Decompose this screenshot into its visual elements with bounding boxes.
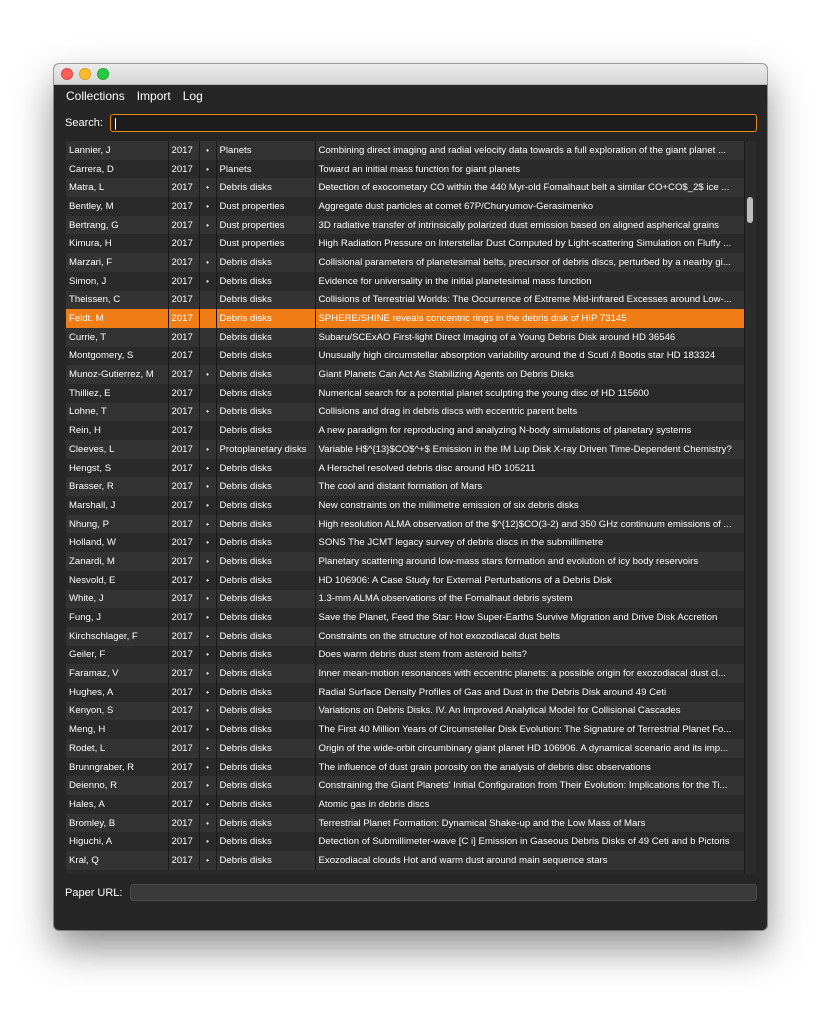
title-cell: Variations on Debris Disks. IV. An Improved Analytical Model for Collisional Cascades xyxy=(315,702,745,721)
vertical-scrollbar[interactable] xyxy=(744,141,756,874)
title-cell: Toward an initial mass function for giant planets xyxy=(315,160,745,179)
category-cell: Debris disks xyxy=(216,328,315,347)
author-cell: Kirchschlager, F xyxy=(66,627,168,646)
year-cell: 2017 xyxy=(168,851,199,870)
title-cell: Planetary scattering around low-mass stars formation and evolution of icy body reservoirs xyxy=(315,552,745,571)
table-row[interactable] xyxy=(66,646,745,665)
year-cell: 2017 xyxy=(168,552,199,571)
status-dot: • xyxy=(199,216,216,235)
status-dot: • xyxy=(199,720,216,739)
status-dot: • xyxy=(199,178,216,197)
table-row[interactable] xyxy=(66,347,745,366)
table-row[interactable] xyxy=(66,702,745,721)
category-cell: Debris disks xyxy=(216,365,315,384)
table-row[interactable] xyxy=(66,459,745,478)
title-cell: Detection of Submillimeter-wave [C i] Emission in Gaseous Debris Disks of 49 Ceti and b Pictoris xyxy=(315,832,745,851)
status-dot: • xyxy=(199,552,216,571)
table-row[interactable] xyxy=(66,758,745,777)
title-cell: Save the Planet, Feed the Star: How Super-Earths Survive Migration and Drive Disk Accretion xyxy=(315,608,745,627)
search-label: Search: xyxy=(65,117,103,129)
title-cell: Terrestrial Planet Formation: Dynamical Shake-up and the Low Mass of Mars xyxy=(315,814,745,833)
category-cell: Debris disks xyxy=(216,272,315,291)
year-cell: 2017 xyxy=(168,776,199,795)
author-cell: Nhung, P xyxy=(66,515,168,534)
year-cell: 2017 xyxy=(168,421,199,440)
author-cell: Nesvold, E xyxy=(66,571,168,590)
year-cell: 2017 xyxy=(168,197,199,216)
table-row[interactable] xyxy=(66,851,745,870)
papers-table xyxy=(66,141,756,874)
category-cell: Debris disks xyxy=(216,403,315,422)
table-row[interactable] xyxy=(66,365,745,384)
table-row[interactable] xyxy=(66,664,745,683)
title-cell: The cool and distant formation of Mars xyxy=(315,477,745,496)
year-cell: 2017 xyxy=(168,664,199,683)
title-cell: Collisions of Terrestrial Worlds: The Occurrence of Extreme Mid-infrared Excesses around Low-... xyxy=(315,291,745,310)
zoom-button[interactable] xyxy=(97,68,109,80)
status-dot: • xyxy=(199,814,216,833)
year-cell: 2017 xyxy=(168,328,199,347)
author-cell: Geiler, F xyxy=(66,646,168,665)
author-cell: Kenyon, S xyxy=(66,702,168,721)
title-cell: Atomic gas in debris discs xyxy=(315,795,745,814)
category-cell: Debris disks xyxy=(216,683,315,702)
status-dot xyxy=(199,291,216,310)
table-row[interactable] xyxy=(66,216,745,235)
author-cell: Rodet, L xyxy=(66,739,168,758)
minimize-button[interactable] xyxy=(79,68,91,80)
table-row[interactable] xyxy=(66,291,745,310)
year-cell: 2017 xyxy=(168,347,199,366)
table-row[interactable] xyxy=(66,160,745,179)
table-row[interactable] xyxy=(66,571,745,590)
year-cell: 2017 xyxy=(168,384,199,403)
year-cell: 2017 xyxy=(168,272,199,291)
author-cell: Zanardi, M xyxy=(66,552,168,571)
year-cell: 2017 xyxy=(168,795,199,814)
author-cell: Higuchi, A xyxy=(66,832,168,851)
year-cell: 2017 xyxy=(168,739,199,758)
author-cell: Lannier, J xyxy=(66,141,168,160)
status-dot: • xyxy=(199,776,216,795)
title-cell: Numerical search for a potential planet sculpting the young disc of HD 115600 xyxy=(315,384,745,403)
status-dot: • xyxy=(199,851,216,870)
status-dot: • xyxy=(199,590,216,609)
title-cell: Constraining the Giant Planets' Initial Configuration from Their Evolution: Implications for the Ti... xyxy=(315,776,745,795)
status-dot: • xyxy=(199,702,216,721)
menu-log[interactable]: Log xyxy=(182,89,203,103)
table-row[interactable] xyxy=(66,515,745,534)
title-cell: The influence of dust grain porosity on the analysis of debris disc observations xyxy=(315,758,745,777)
search-input[interactable] xyxy=(110,114,757,132)
title-cell: The First 40 Million Years of Circumstellar Disk Evolution: The Signature of Terrestrial Planet Fo... xyxy=(315,720,745,739)
year-cell: 2017 xyxy=(168,702,199,721)
status-dot: • xyxy=(199,365,216,384)
table-row[interactable] xyxy=(66,832,745,851)
year-cell: 2017 xyxy=(168,234,199,253)
title-cell: Unusually high circumstellar absorption variability around the d Scuti /l Bootis star HD 183324 xyxy=(315,347,745,366)
author-cell: Hughes, A xyxy=(66,683,168,702)
category-cell: Debris disks xyxy=(216,571,315,590)
category-cell: Debris disks xyxy=(216,533,315,552)
category-cell: Debris disks xyxy=(216,178,315,197)
year-cell: 2017 xyxy=(168,683,199,702)
status-dot xyxy=(199,384,216,403)
year-cell: 2017 xyxy=(168,459,199,478)
year-cell: 2017 xyxy=(168,832,199,851)
category-cell: Debris disks xyxy=(216,347,315,366)
author-cell: Marzari, F xyxy=(66,253,168,272)
status-dot: • xyxy=(199,739,216,758)
category-cell: Dust properties xyxy=(216,234,315,253)
author-cell: Montgomery, S xyxy=(66,347,168,366)
category-cell: Debris disks xyxy=(216,720,315,739)
table-row[interactable] xyxy=(66,272,745,291)
category-cell: Debris disks xyxy=(216,590,315,609)
category-cell: Debris disks xyxy=(216,776,315,795)
table-row[interactable] xyxy=(66,590,745,609)
status-dot: • xyxy=(199,160,216,179)
table-row[interactable] xyxy=(66,477,745,496)
category-cell: Debris disks xyxy=(216,515,315,534)
status-dot: • xyxy=(199,141,216,160)
status-dot: • xyxy=(199,440,216,459)
title-cell: Combining direct imaging and radial velocity data towards a full exploration of the giant planet ... xyxy=(315,141,745,160)
author-cell: Kimura, H xyxy=(66,234,168,253)
title-cell: New constraints on the millimetre emission of six debris disks xyxy=(315,496,745,515)
title-cell: Subaru/SCExAO First-light Direct Imaging of a Young Debris Disk around HD 36546 xyxy=(315,328,745,347)
year-cell: 2017 xyxy=(168,608,199,627)
category-cell: Debris disks xyxy=(216,477,315,496)
author-cell: Bertrang, G xyxy=(66,216,168,235)
author-cell: Bromley, B xyxy=(66,814,168,833)
paper-url-input[interactable] xyxy=(130,884,757,901)
title-bar[interactable] xyxy=(54,64,767,85)
year-cell: 2017 xyxy=(168,291,199,310)
category-cell: Debris disks xyxy=(216,664,315,683)
category-cell: Debris disks xyxy=(216,421,315,440)
year-cell: 2017 xyxy=(168,178,199,197)
title-cell: Inner mean-motion resonances with eccentric planets: a possible origin for exozodiacal dust cl... xyxy=(315,664,745,683)
title-cell: Evidence for universality in the initial planetesimal mass function xyxy=(315,272,745,291)
category-cell: Debris disks xyxy=(216,832,315,851)
status-dot: • xyxy=(199,272,216,291)
author-cell: White, J xyxy=(66,590,168,609)
table-row[interactable] xyxy=(66,814,745,833)
category-cell: Debris disks xyxy=(216,795,315,814)
category-cell: Debris disks xyxy=(216,851,315,870)
year-cell: 2017 xyxy=(168,160,199,179)
title-cell: Exozodiacal clouds Hot and warm dust around main sequence stars xyxy=(315,851,745,870)
category-cell: Debris disks xyxy=(216,814,315,833)
category-cell: Debris disks xyxy=(216,291,315,310)
year-cell: 2017 xyxy=(168,758,199,777)
table-row[interactable] xyxy=(66,533,745,552)
title-cell: SPHERE/SHINE reveals concentric rings in the debris disk of HIP 73145 xyxy=(315,309,745,328)
status-dot: • xyxy=(199,608,216,627)
category-cell: Planets xyxy=(216,160,315,179)
title-cell: Does warm debris dust stem from asteroid belts? xyxy=(315,646,745,665)
status-dot: • xyxy=(199,496,216,515)
title-cell: 1.3-mm ALMA observations of the Fomalhaut debris system xyxy=(315,590,745,609)
year-cell: 2017 xyxy=(168,309,199,328)
title-cell: Constraints on the structure of hot exozodiacal dust belts xyxy=(315,627,745,646)
author-cell: Fung, J xyxy=(66,608,168,627)
category-cell: Dust properties xyxy=(216,216,315,235)
year-cell: 2017 xyxy=(168,440,199,459)
status-dot: • xyxy=(199,683,216,702)
title-cell: 3D radiative transfer of intrinsically polarized dust emission based on aligned aspherical grains xyxy=(315,216,745,235)
table-row[interactable] xyxy=(66,627,745,646)
close-button[interactable] xyxy=(61,68,73,80)
title-cell: Variable H$^{13}$CO$^+$ Emission in the IM Lup Disk X-ray Driven Time-Dependent Chemistry? xyxy=(315,440,745,459)
year-cell: 2017 xyxy=(168,496,199,515)
category-cell: Dust properties xyxy=(216,197,315,216)
author-cell: Brasser, R xyxy=(66,477,168,496)
year-cell: 2017 xyxy=(168,720,199,739)
status-dot: • xyxy=(199,627,216,646)
table-row[interactable] xyxy=(66,683,745,702)
status-dot: • xyxy=(199,515,216,534)
category-cell: Debris disks xyxy=(216,627,315,646)
title-cell: A Herschel resolved debris disc around HD 105211 xyxy=(315,459,745,478)
table-row-selected[interactable] xyxy=(66,309,745,328)
table-row[interactable] xyxy=(66,795,745,814)
title-cell: Aggregate dust particles at comet 67P/Churyumov-Gerasimenko xyxy=(315,197,745,216)
table-row[interactable] xyxy=(66,440,745,459)
status-dot: • xyxy=(199,832,216,851)
table-row[interactable] xyxy=(66,141,745,160)
author-cell: Deienno, R xyxy=(66,776,168,795)
category-cell: Debris disks xyxy=(216,309,315,328)
search-row xyxy=(54,114,767,134)
category-cell: Protoplanetary disks xyxy=(216,440,315,459)
table-row[interactable] xyxy=(66,421,745,440)
status-dot: • xyxy=(199,533,216,552)
table-row[interactable] xyxy=(66,403,745,422)
author-cell: Feldt, M xyxy=(66,309,168,328)
title-cell: A new paradigm for reproducing and analyzing N-body simulations of planetary systems xyxy=(315,421,745,440)
author-cell: Holland, W xyxy=(66,533,168,552)
year-cell: 2017 xyxy=(168,477,199,496)
author-cell: Kral, Q xyxy=(66,851,168,870)
status-dot: • xyxy=(199,477,216,496)
year-cell: 2017 xyxy=(168,216,199,235)
category-cell: Debris disks xyxy=(216,459,315,478)
table-row[interactable] xyxy=(66,608,745,627)
status-dot xyxy=(199,421,216,440)
status-dot: • xyxy=(199,197,216,216)
author-cell: Rein, H xyxy=(66,421,168,440)
table-row[interactable] xyxy=(66,384,745,403)
scrollbar-thumb[interactable] xyxy=(747,197,753,223)
year-cell: 2017 xyxy=(168,814,199,833)
status-dot: • xyxy=(199,758,216,777)
year-cell: 2017 xyxy=(168,533,199,552)
table-row[interactable] xyxy=(66,178,745,197)
category-cell: Debris disks xyxy=(216,758,315,777)
title-cell: Collisional parameters of planetesimal belts, precursor of debris discs, perturbed by a nearby gi... xyxy=(315,253,745,272)
author-cell: Cleeves, L xyxy=(66,440,168,459)
author-cell: Hengst, S xyxy=(66,459,168,478)
author-cell: Carrera, D xyxy=(66,160,168,179)
year-cell: 2017 xyxy=(168,590,199,609)
category-cell: Debris disks xyxy=(216,384,315,403)
status-dot: • xyxy=(199,646,216,665)
table-row[interactable] xyxy=(66,776,745,795)
status-dot xyxy=(199,347,216,366)
year-cell: 2017 xyxy=(168,253,199,272)
year-cell: 2017 xyxy=(168,403,199,422)
status-dot: • xyxy=(199,571,216,590)
table-row[interactable] xyxy=(66,234,745,253)
year-cell: 2017 xyxy=(168,515,199,534)
author-cell: Matra, L xyxy=(66,178,168,197)
author-cell: Simon, J xyxy=(66,272,168,291)
app-window xyxy=(54,64,767,930)
year-cell: 2017 xyxy=(168,365,199,384)
table-row[interactable] xyxy=(66,720,745,739)
author-cell: Faramaz, V xyxy=(66,664,168,683)
title-cell: Detection of exocometary CO within the 440 Myr-old Fomalhaut belt a similar CO+CO$_2$ ice ... xyxy=(315,178,745,197)
status-dot: • xyxy=(199,253,216,272)
category-cell: Debris disks xyxy=(216,608,315,627)
category-cell: Debris disks xyxy=(216,739,315,758)
category-cell: Debris disks xyxy=(216,702,315,721)
table-row[interactable] xyxy=(66,496,745,515)
title-cell: Giant Planets Can Act As Stabilizing Agents on Debris Disks xyxy=(315,365,745,384)
title-cell: Collisions and drag in debris discs with eccentric parent belts xyxy=(315,403,745,422)
year-cell: 2017 xyxy=(168,646,199,665)
author-cell: Bentley, M xyxy=(66,197,168,216)
year-cell: 2017 xyxy=(168,141,199,160)
title-cell: HD 106906: A Case Study for External Perturbations of a Debris Disk xyxy=(315,571,745,590)
table-row[interactable] xyxy=(66,552,745,571)
author-cell: Marshall, J xyxy=(66,496,168,515)
table-row[interactable] xyxy=(66,253,745,272)
status-dot: • xyxy=(199,795,216,814)
table-row[interactable] xyxy=(66,739,745,758)
author-cell: Lohne, T xyxy=(66,403,168,422)
author-cell: Munoz-Gutierrez, M xyxy=(66,365,168,384)
title-cell: High resolution ALMA observation of the $^{12}$CO(3-2) and 350 GHz continuum emissions of ... xyxy=(315,515,745,534)
author-cell: Meng, H xyxy=(66,720,168,739)
title-cell: High Radiation Pressure on Interstellar Dust Computed by Light-scattering Simulation on Fluffy ... xyxy=(315,234,745,253)
status-dot xyxy=(199,234,216,253)
table-row[interactable] xyxy=(66,197,745,216)
menu-import[interactable]: Import xyxy=(136,89,171,103)
status-dot xyxy=(199,328,216,347)
menu-bar xyxy=(54,85,767,107)
status-dot: • xyxy=(199,664,216,683)
author-cell: Currie, T xyxy=(66,328,168,347)
title-cell: SONS The JCMT legacy survey of debris discs in the submillimetre xyxy=(315,533,745,552)
category-cell: Planets xyxy=(216,141,315,160)
category-cell: Debris disks xyxy=(216,552,315,571)
category-cell: Debris disks xyxy=(216,496,315,515)
table-row[interactable] xyxy=(66,328,745,347)
url-row xyxy=(54,884,767,904)
author-cell: Hales, A xyxy=(66,795,168,814)
author-cell: Theissen, C xyxy=(66,291,168,310)
author-cell: Brunngraber, R xyxy=(66,758,168,777)
menu-collections[interactable]: Collections xyxy=(66,89,125,103)
author-cell: Thilliez, E xyxy=(66,384,168,403)
category-cell: Debris disks xyxy=(216,253,315,272)
status-dot xyxy=(199,309,216,328)
title-cell: Radial Surface Density Profiles of Gas and Dust in the Debris Disk around 49 Ceti xyxy=(315,683,745,702)
title-cell: Origin of the wide-orbit circumbinary giant planet HD 106906. A dynamical scenario and its imp... xyxy=(315,739,745,758)
year-cell: 2017 xyxy=(168,627,199,646)
status-dot: • xyxy=(199,403,216,422)
category-cell: Debris disks xyxy=(216,646,315,665)
status-dot: • xyxy=(199,459,216,478)
year-cell: 2017 xyxy=(168,571,199,590)
text-caret xyxy=(115,118,116,130)
url-label: Paper URL: xyxy=(65,887,123,899)
